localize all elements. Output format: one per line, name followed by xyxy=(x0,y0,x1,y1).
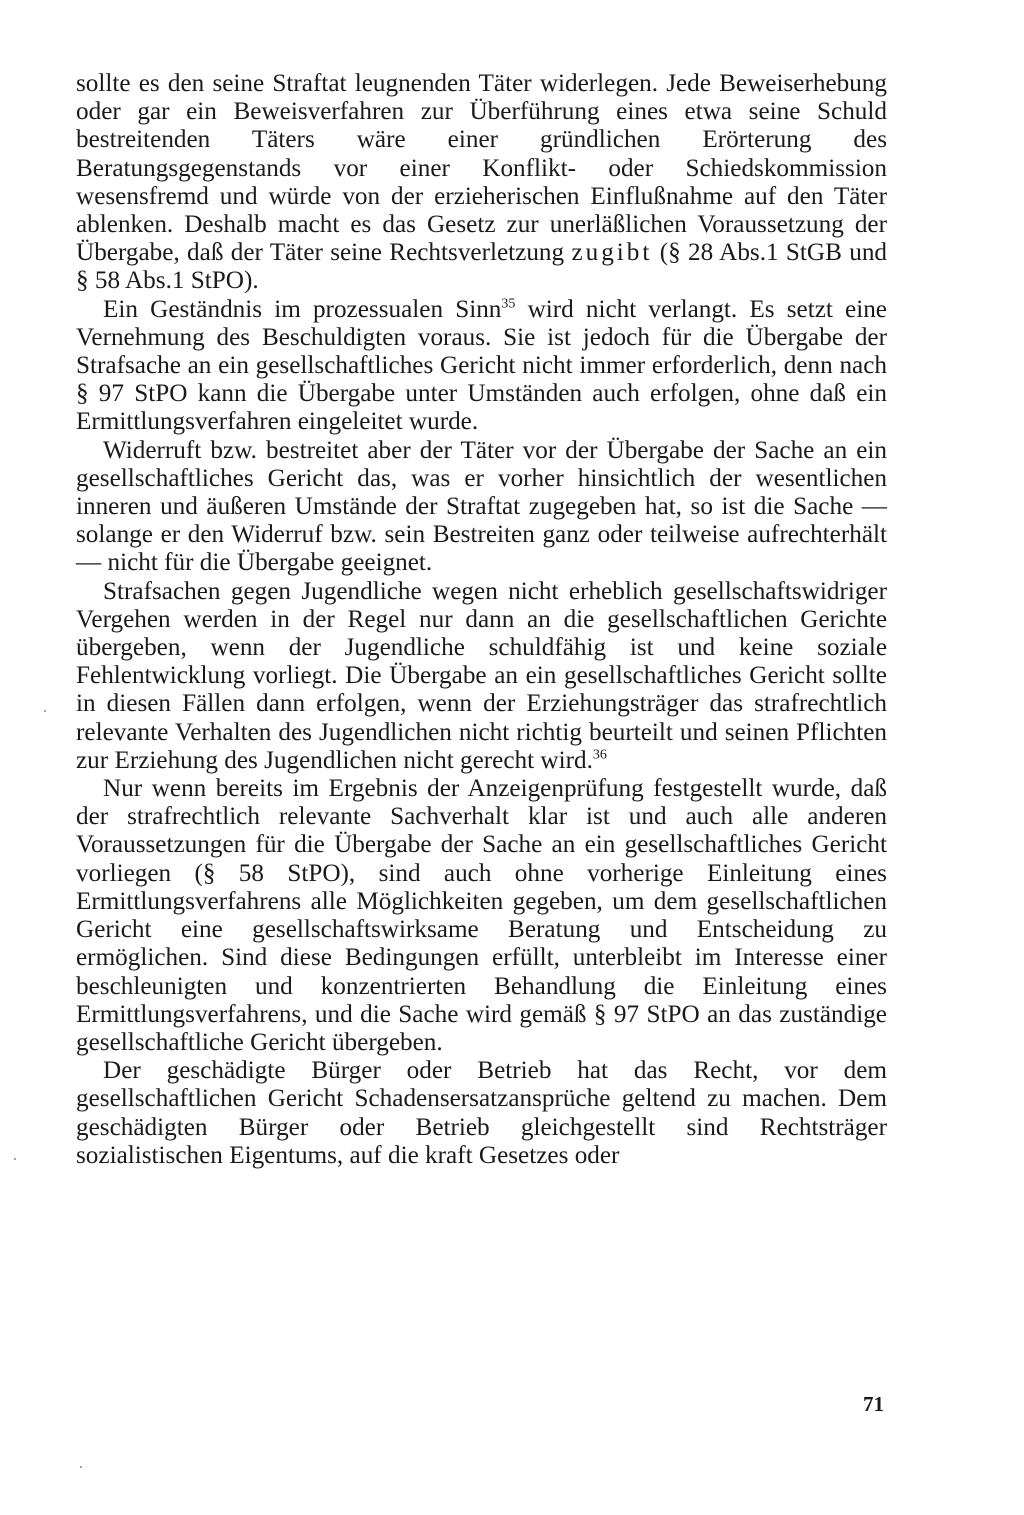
text-run: Widerruft bzw. bestreitet aber der Täter vor der Übergabe der Sache an ein gesellschaftliches Gericht das, was er vorher hinsichtlich der wesentlichen inneren und äußeren Umstände der Straftat zugegeben hat, so ist die Sache — solange er den Widerruf bzw. sein Bestreiten ganz oder teilweise aufrechterhält — nicht für die Übergabe geeignet. xyxy=(76,436,887,577)
text-run: Ein Geständnis im prozessualen Sinn xyxy=(103,295,502,323)
scan-speck xyxy=(80,1466,82,1468)
text-run: Nur wenn bereits im Ergebnis der Anzeigenprüfung festgestellt wurde, daß der strafrechtlich relevante Sachverhalt klar ist und auch alle anderen Voraussetzungen für die Übergabe der Sache an ein gesellschaftliches Gericht vorliegen (§ 58 StPO), sind auch ohne vorherige Einleitung eines Ermittlungsverfahrens alle Möglichkeiten gegeben, um dem gesellschaftlichen Gericht eine gesellschaftswirksame Beratung und Entscheidung zu ermöglichen. Sind diese Bedingungen erfüllt, unterbleibt im Interesse einer beschleunigten und konzentrierten Behandlung die Einleitung eines Ermittlungsverfahrens, und die Sache wird gemäß § 97 StPO an das zuständige gesellschaftliche Gericht übergeben. xyxy=(76,775,887,1056)
paragraph-1 xyxy=(76,70,887,296)
emphasized-text: zugibt xyxy=(571,239,653,267)
page-number: 71 xyxy=(863,1392,884,1416)
text-run: Der geschädigte Bürger oder Betrieb hat das Recht, vor dem gesellschaftlichen Gericht Schadensersatzansprüche geltend zu machen. Dem geschädigten Bürger oder Betrieb gleichgestellt sind Rechtsträger sozialistischen Eigentums, auf die kraft Gesetzes oder xyxy=(76,1057,887,1169)
paragraph-2 xyxy=(76,296,887,437)
text-run: sollte es den seine Straftat leugnenden Täter widerlegen. Jede Beweiserhebung oder gar ein Beweisverfahren zur Überführung eines etwa seine Schuld bestreitenden Täters wäre einer gründlichen Erörterung des Beratungsgegenstands vor einer Konflikt- oder Schiedskommission wesensfremd und würde von der erzieherischen Einflußnahme auf den Täter ablenken. Deshalb macht es das Gesetz zur unerläßlichen Voraussetzung der Übergabe, daß der Täter seine Rechtsverletzung xyxy=(76,70,887,267)
footnote-ref-35: 35 xyxy=(501,296,516,312)
paragraph-3 xyxy=(76,437,887,578)
footnote-ref-36: 36 xyxy=(592,747,607,763)
text-run: (§ 28 Abs.1 StGB und § 58 Abs.1 StPO). xyxy=(76,239,888,295)
paragraph-4 xyxy=(76,578,887,775)
scan-speck xyxy=(44,710,46,712)
body-text xyxy=(76,70,887,1170)
scan-speck xyxy=(14,1158,16,1160)
text-run: Strafsachen gegen Jugendliche wegen nicht erheblich gesellschaftswidriger Vergehen werden in der Regel nur dann an die gesellschaftlichen Gerichte übergeben, wenn der Jugendliche schuldfähig ist und keine soziale Fehlentwicklung vorliegt. Die Übergabe an ein gesellschaftliches Gericht sollte in diesen Fällen dann erfolgen, wenn der Erziehungsträger das strafrechtlich relevante Verhalten des Jugendlichen nicht richtig beurteilt und seinen Pflichten zur Erziehung des Jugendlichen nicht gerecht wird. xyxy=(76,577,887,774)
paragraph-6 xyxy=(76,1057,887,1170)
paragraph-5 xyxy=(76,775,887,1057)
text-run: wird nicht verlangt. Es setzt eine Vernehmung des Beschuldigten voraus. Sie ist jedoch für die Übergabe der Strafsache an ein gesellschaftliches Gericht nicht immer erforderlich, denn nach § 97 StPO kann die Übergabe unter Umständen auch erfolgen, ohne daß ein Ermittlungsverfahren eingeleitet wurde. xyxy=(76,295,887,436)
